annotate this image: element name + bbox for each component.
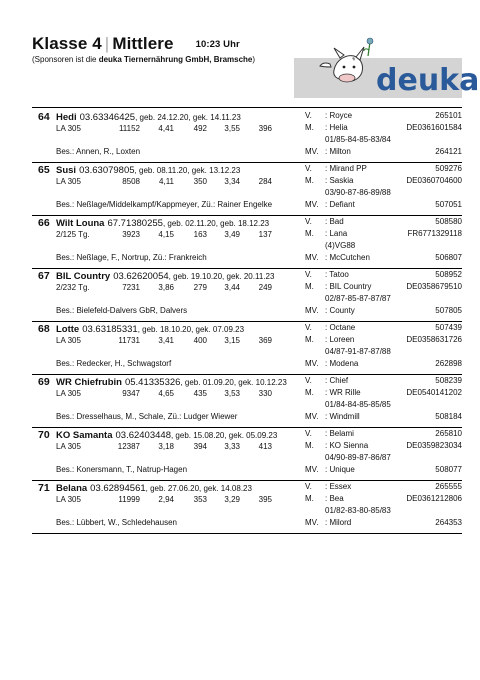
- lactation-label: LA 305: [56, 389, 81, 398]
- maternal-grandsire-line: [305, 518, 462, 527]
- milk-kg: 11999: [118, 495, 140, 504]
- maternal-grandsire-name: : McCutchen: [325, 253, 370, 262]
- maternal-grandsire-line: [305, 253, 462, 262]
- catalog-number: 64: [38, 111, 50, 123]
- fat-kg: 492: [193, 124, 207, 133]
- entry-headline: [38, 482, 252, 494]
- class-label: Klasse 4: [32, 34, 102, 53]
- sire-label: V.: [305, 217, 312, 226]
- protein-kg: 395: [258, 495, 272, 504]
- dam-line: [305, 335, 462, 344]
- dam-label: M.: [305, 123, 314, 132]
- class-name: Mittlere: [112, 34, 174, 53]
- sire-label: V.: [305, 323, 312, 332]
- maternal-grandsire-label: MV.: [305, 147, 319, 156]
- maternal-grandsire-id: 506807: [435, 253, 462, 262]
- cow-entry: [32, 216, 462, 269]
- performance-row: [56, 230, 272, 239]
- cow-entry: [32, 110, 462, 163]
- maternal-grandsire-name: : Modena: [325, 359, 359, 368]
- protein-kg: 396: [258, 124, 272, 133]
- performance-row: [56, 336, 272, 345]
- sire-line: [305, 164, 462, 173]
- cow-name: Wilt Louna: [56, 218, 105, 229]
- sire-line: [305, 323, 462, 332]
- sire-id: 507439: [435, 323, 462, 332]
- dam-classification: 01/84-84-85-85/85: [325, 400, 391, 409]
- fat-percent: 4,11: [159, 177, 174, 186]
- maternal-grandsire-id: 507805: [435, 306, 462, 315]
- page-header: [32, 34, 480, 100]
- dam-id: DE0361601584: [406, 123, 462, 132]
- owner-line: Bes.: Konersmann, T., Natrup-Hagen: [56, 465, 188, 474]
- cow-name: BIL Country: [56, 271, 111, 282]
- birth-calving-dates: , geb. 27.06.20, gek. 14.08.23: [145, 484, 252, 493]
- fat-percent: 4,65: [158, 389, 174, 398]
- fat-kg: 400: [193, 336, 207, 345]
- maternal-grandsire-line: [305, 306, 462, 315]
- protein-percent: 3,49: [224, 230, 240, 239]
- dam-line: [305, 441, 462, 450]
- maternal-grandsire-label: MV.: [305, 518, 319, 527]
- milk-kg: 9347: [122, 389, 140, 398]
- dam-id: DE0361212806: [406, 494, 462, 503]
- fat-kg: 394: [193, 442, 207, 451]
- dam-line: [305, 229, 462, 238]
- dam-label: M.: [305, 176, 314, 185]
- sire-label: V.: [305, 111, 312, 120]
- catalog-number: 66: [38, 217, 50, 229]
- sire-line: [305, 376, 462, 385]
- sire-name: : Royce: [325, 111, 353, 120]
- maternal-grandsire-label: MV.: [305, 200, 319, 209]
- sire-id: 508952: [435, 270, 462, 279]
- lactation-label: LA 305: [56, 336, 81, 345]
- dam-line: [305, 388, 462, 397]
- dam-label: M.: [305, 229, 314, 238]
- protein-percent: 3,55: [224, 124, 240, 133]
- performance-row: [56, 495, 272, 504]
- maternal-grandsire-name: : Windmill: [325, 412, 360, 421]
- maternal-grandsire-label: MV.: [305, 465, 319, 474]
- protein-kg: 249: [258, 283, 272, 292]
- dam-name: : Saskia: [325, 176, 354, 185]
- sire-line: [305, 270, 462, 279]
- maternal-grandsire-name: : Unique: [325, 465, 355, 474]
- catalog-number: 71: [38, 482, 50, 494]
- birth-calving-dates: , geb. 18.10.20, gek. 07.09.23: [137, 325, 245, 334]
- catalog-number: 65: [38, 164, 50, 176]
- dam-classification: 03/90-87-86-89/88: [325, 188, 391, 197]
- dam-name: : Bea: [325, 494, 344, 503]
- protein-kg: 369: [258, 336, 272, 345]
- dam-label: M.: [305, 441, 314, 450]
- milk-kg: 8508: [122, 177, 140, 186]
- performance-row: [56, 442, 272, 451]
- milk-kg: 11731: [118, 336, 140, 345]
- entry-headline: [38, 429, 277, 441]
- ear-tag-number: 03.62403448: [115, 430, 171, 441]
- owner-line: Bes.: Redecker, H., Schwagstorf: [56, 359, 172, 368]
- cow-entry: [32, 322, 462, 375]
- sire-id: 265101: [435, 111, 462, 120]
- dam-name: : BIL Country: [325, 282, 372, 291]
- sire-name: : Tatoo: [325, 270, 349, 279]
- protein-percent: 3,34: [224, 177, 240, 186]
- lactation-label: 2/125 Tg.: [56, 230, 90, 239]
- cow-name: Lotte: [56, 324, 80, 335]
- fat-percent: 4,15: [158, 230, 174, 239]
- sire-name: : Essex: [325, 482, 352, 491]
- sire-line: [305, 482, 462, 491]
- dam-classification: 04/90-89-87-86/87: [325, 453, 391, 462]
- entry-list: [32, 110, 462, 534]
- maternal-grandsire-label: MV.: [305, 306, 319, 315]
- fat-kg: 435: [193, 389, 207, 398]
- sire-id: 508239: [435, 376, 462, 385]
- birth-calving-dates: , geb. 08.11.20, gek. 13.12.23: [134, 166, 241, 175]
- ear-tag-number: 03.63079805: [79, 165, 135, 176]
- sire-line: [305, 111, 462, 120]
- owner-line: Bes.: Annen, R., Loxten: [56, 147, 141, 156]
- entry-headline: [38, 376, 287, 388]
- dam-label: M.: [305, 335, 314, 344]
- sire-label: V.: [305, 482, 312, 491]
- sponsor-suffix: ): [252, 55, 256, 64]
- sire-id: 509276: [435, 164, 462, 173]
- dam-line: [305, 282, 462, 291]
- sponsor-prefix: (Sponsoren ist die: [32, 55, 99, 64]
- ear-tag-number: 03.62620054: [113, 271, 169, 282]
- protein-percent: 3,15: [224, 336, 240, 345]
- maternal-grandsire-name: : Milord: [325, 518, 352, 527]
- milk-kg: 11152: [118, 124, 140, 133]
- cow-name: Belana: [56, 483, 88, 494]
- dam-line: [305, 494, 462, 503]
- protein-percent: 3,53: [224, 389, 240, 398]
- maternal-grandsire-name: : Milton: [325, 147, 351, 156]
- dam-name: : Helia: [325, 123, 348, 132]
- protein-kg: 284: [258, 177, 272, 186]
- cow-entry: [32, 269, 462, 322]
- dam-id: FR6771329118: [407, 229, 462, 238]
- lactation-label: LA 305: [56, 124, 81, 133]
- dam-classification: 01/82-83-80-85/83: [325, 506, 391, 515]
- cow-entry: [32, 428, 462, 481]
- protein-percent: 3,33: [224, 442, 240, 451]
- dam-name: : Lana: [325, 229, 348, 238]
- catalog-number: 70: [38, 429, 50, 441]
- dam-label: M.: [305, 494, 314, 503]
- protein-percent: 3,44: [224, 283, 240, 292]
- dam-classification: 04/87-91-87-87/88: [325, 347, 391, 356]
- maternal-grandsire-label: MV.: [305, 253, 319, 262]
- protein-percent: 3,29: [224, 495, 240, 504]
- maternal-grandsire-line: [305, 359, 462, 368]
- fat-percent: 3,41: [158, 336, 174, 345]
- print-time: 10:23 Uhr: [195, 39, 240, 50]
- cow-entry: [32, 375, 462, 428]
- owner-line: Bes.: Lübbert, W., Schledehausen: [56, 518, 177, 527]
- maternal-grandsire-line: [305, 412, 462, 421]
- maternal-grandsire-id: 262898: [435, 359, 462, 368]
- birth-calving-dates: , geb. 02.11.20, geb. 18.12.23: [162, 219, 270, 228]
- maternal-grandsire-line: [305, 147, 462, 156]
- entry-headline: [38, 164, 240, 176]
- sire-id: 508580: [435, 217, 462, 226]
- cow-name: Susi: [56, 165, 77, 176]
- sire-name: : Belami: [325, 429, 354, 438]
- dam-id: DE0360704600: [406, 176, 462, 185]
- owner-line: Bes.: Dresselhaus, M., Schale, Zü.: Ludger Wiewer: [56, 412, 238, 421]
- sire-line: [305, 429, 462, 438]
- dam-name: : Loreen: [325, 335, 355, 344]
- entry-headline: [38, 111, 241, 123]
- milk-kg: 3923: [122, 230, 140, 239]
- maternal-grandsire-id: 264353: [435, 518, 462, 527]
- maternal-grandsire-id: 507051: [435, 200, 462, 209]
- lactation-label: LA 305: [56, 442, 81, 451]
- sire-label: V.: [305, 429, 312, 438]
- lactation-label: LA 305: [56, 177, 81, 186]
- dam-line: [305, 176, 462, 185]
- lactation-label: LA 305: [56, 495, 81, 504]
- protein-kg: 137: [258, 230, 272, 239]
- fat-percent: 3,86: [158, 283, 174, 292]
- lactation-label: 2/232 Tg.: [56, 283, 90, 292]
- maternal-grandsire-line: [305, 465, 462, 474]
- birth-calving-dates: , geb. 15.08.20, gek. 05.09.23: [170, 431, 278, 440]
- maternal-grandsire-id: 508184: [435, 412, 462, 421]
- dam-line: [305, 123, 462, 132]
- sire-label: V.: [305, 164, 312, 173]
- cow-entry: [32, 481, 462, 534]
- entry-headline: [38, 270, 274, 282]
- performance-row: [56, 389, 272, 398]
- protein-kg: 330: [258, 389, 272, 398]
- sire-line: [305, 217, 462, 226]
- sire-name: : Octane: [325, 323, 356, 332]
- catalog-number: 68: [38, 323, 50, 335]
- logo-wordmark: deuka: [376, 63, 480, 98]
- fat-percent: 3,18: [158, 442, 174, 451]
- fat-kg: 350: [193, 177, 207, 186]
- entry-headline: [38, 217, 269, 229]
- sire-label: V.: [305, 270, 312, 279]
- ear-tag-number: 03.63185331: [82, 324, 138, 335]
- dam-label: M.: [305, 282, 314, 291]
- ear-tag-number: 05.41335326: [124, 377, 181, 388]
- entry-headline: [38, 323, 244, 335]
- sire-label: V.: [305, 376, 312, 385]
- maternal-grandsire-line: [305, 200, 462, 209]
- sponsor-name: deuka Tiernernährung GmbH, Bramsche: [98, 55, 253, 64]
- performance-row: [56, 283, 272, 292]
- dam-id: DE0358631726: [406, 335, 462, 344]
- owner-line: Bes.: Bielefeld-Dalvers GbR, Dalvers: [56, 306, 188, 315]
- fat-percent: 2,94: [158, 495, 174, 504]
- performance-row: [56, 124, 272, 133]
- birth-calving-dates: , geb. 19.10.20, gek. 20.11.23: [168, 272, 275, 281]
- dam-id: DE0359823034: [406, 441, 462, 450]
- catalog-number: 69: [38, 376, 50, 388]
- cow-name: Hedi: [56, 112, 77, 123]
- sire-id: 265810: [435, 429, 462, 438]
- performance-row: [56, 177, 272, 186]
- cow-name: KO Samanta: [56, 430, 113, 441]
- maternal-grandsire-label: MV.: [305, 359, 319, 368]
- birth-calving-dates: , geb. 01.09.20, gek. 10.12.23: [180, 378, 287, 387]
- maternal-grandsire-name: : Defiant: [325, 200, 355, 209]
- birth-calving-dates: , geb. 24.12.20, gek. 14.11.23: [135, 113, 241, 122]
- protein-kg: 413: [258, 442, 272, 451]
- owner-line: Bes.: Neßlage, F., Nortrup, Zü.: Frankreich: [56, 253, 207, 262]
- sire-name: : Chief: [325, 376, 349, 385]
- dam-classification: 01/85-84-85-83/84: [325, 135, 391, 144]
- dam-name: : WR Rille: [325, 388, 361, 397]
- sire-name: : Mirand PP: [325, 164, 367, 173]
- dam-classification: (4)VG88: [325, 241, 356, 250]
- milk-kg: 7231: [122, 283, 140, 292]
- fat-percent: 4,41: [158, 124, 174, 133]
- dam-label: M.: [305, 388, 314, 397]
- maternal-grandsire-label: MV.: [305, 412, 319, 421]
- flower-icon: [364, 38, 373, 56]
- dam-name: : KO Sienna: [325, 441, 369, 450]
- dam-id: DE0358679510: [406, 282, 462, 291]
- deuka-logo: [294, 34, 480, 98]
- cow-entry: [32, 163, 462, 216]
- ear-tag-number: 67.71380255: [107, 218, 163, 229]
- sire-id: 265555: [435, 482, 462, 491]
- dam-classification: 02/87-85-87-87/87: [325, 294, 391, 303]
- fat-kg: 279: [193, 283, 207, 292]
- fat-kg: 163: [193, 230, 207, 239]
- maternal-grandsire-id: 508077: [435, 465, 462, 474]
- class-separator: |: [104, 34, 110, 53]
- top-rule: [32, 107, 462, 108]
- cow-name: WR Chiefrubin: [56, 377, 122, 388]
- fat-kg: 353: [193, 495, 207, 504]
- dam-id: DE0540141202: [406, 388, 462, 397]
- catalog-number: 67: [38, 270, 50, 282]
- maternal-grandsire-id: 264121: [435, 147, 462, 156]
- ear-tag-number: 03.63346425: [79, 112, 136, 123]
- maternal-grandsire-name: : County: [325, 306, 355, 315]
- sire-name: : Bad: [325, 217, 344, 226]
- owner-line: Bes.: Neßlage/Middelkampf/Kappmeyer, Zü.: Rainer Engelke: [56, 200, 273, 209]
- ear-tag-number: 03.62894561: [90, 483, 146, 494]
- milk-kg: 12387: [117, 442, 140, 451]
